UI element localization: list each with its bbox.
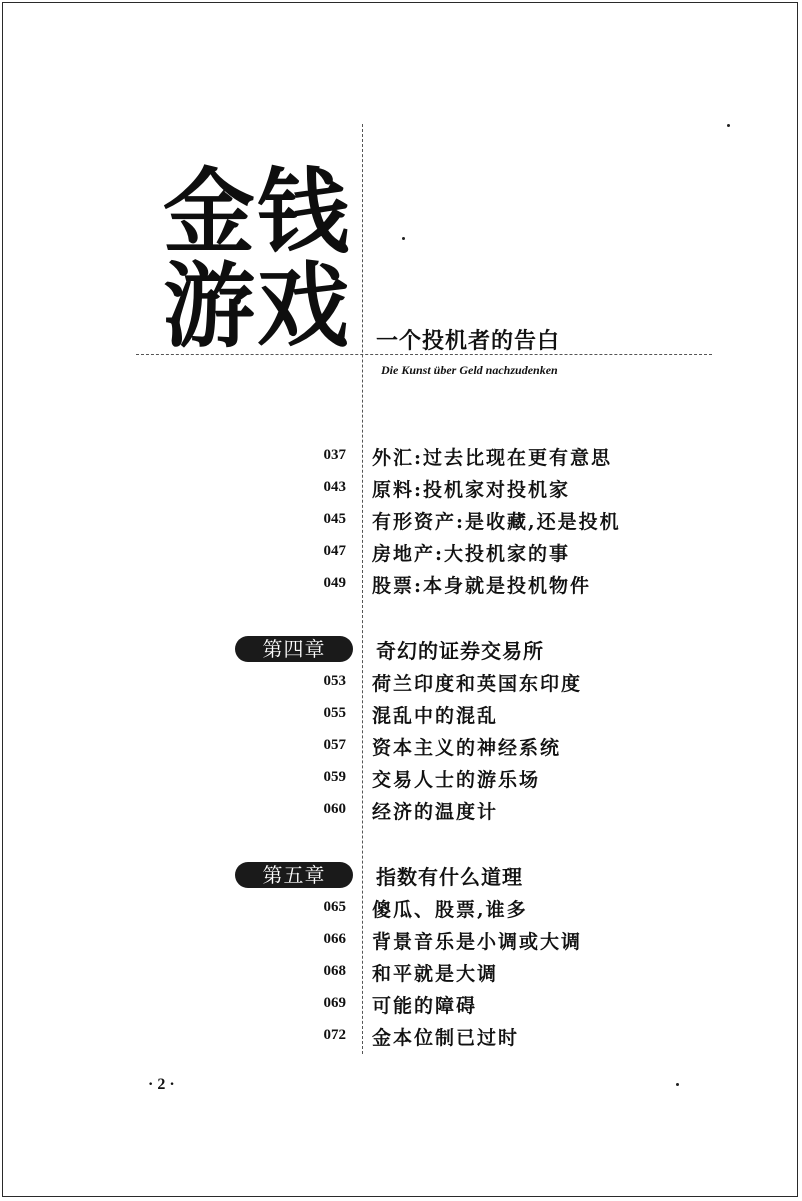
horizontal-divider: [136, 354, 712, 355]
toc-entry[interactable]: [0, 571, 802, 601]
toc-entry-title: 金本位制已过时: [372, 1027, 520, 1049]
toc-entry[interactable]: [0, 991, 802, 1021]
toc-entry-title: 资本主义的神经系统: [372, 737, 562, 759]
book-subtitle: 一个投机者的告白: [376, 328, 561, 354]
toc-page-number: 072: [323, 1027, 346, 1043]
toc-entry[interactable]: [0, 959, 802, 989]
toc-page-number: 065: [323, 899, 346, 915]
toc-entry[interactable]: [0, 765, 802, 795]
toc-page-number: 068: [323, 963, 346, 979]
toc-entry-title: 荷兰印度和英国东印度: [372, 673, 583, 695]
toc-page-number: 047: [323, 543, 346, 559]
toc-entry[interactable]: [0, 507, 802, 537]
toc-entry-title: 混乱中的混乱: [372, 705, 499, 727]
chapter-title: 指数有什么道理: [376, 865, 523, 889]
toc-page-number: 045: [323, 511, 346, 527]
toc-entry-title: 交易人士的游乐场: [372, 769, 541, 791]
chapter-heading-4[interactable]: [0, 635, 802, 667]
toc-entry-title: 和平就是大调: [372, 963, 499, 985]
toc-page-number: 053: [323, 673, 346, 689]
toc-page-number: 049: [323, 575, 346, 591]
toc-entry-title: 股票:本身就是投机物件: [372, 575, 592, 597]
chapter-badge: 第四章: [235, 636, 353, 662]
toc-entry[interactable]: [0, 701, 802, 731]
toc-entry-title: 原料:投机家对投机家: [372, 479, 571, 501]
scan-speck: [676, 1083, 679, 1086]
toc-entry-title: 背景音乐是小调或大调: [372, 931, 583, 953]
toc-entry-title: 可能的障碍: [372, 995, 478, 1017]
chapter-badge: 第五章: [235, 862, 353, 888]
toc-entry[interactable]: [0, 797, 802, 827]
toc-entry-title: 经济的温度计: [372, 801, 499, 823]
toc-entry-title: 傻瓜、股票,谁多: [372, 899, 528, 921]
toc-entry[interactable]: [0, 895, 802, 925]
scan-speck: [402, 237, 405, 240]
toc-page-number: 043: [323, 479, 346, 495]
toc-entry-title: 有形资产:是收藏,还是投机: [372, 511, 621, 533]
toc-entry[interactable]: [0, 927, 802, 957]
chapter-title: 奇幻的证券交易所: [376, 639, 544, 663]
toc-entry[interactable]: [0, 733, 802, 763]
chapter-heading-5[interactable]: [0, 861, 802, 893]
toc-page-number: 060: [323, 801, 346, 817]
toc-entry[interactable]: [0, 669, 802, 699]
toc-page-number: 066: [323, 931, 346, 947]
book-title-line-2: 游戏: [163, 252, 352, 360]
toc-page-number: 069: [323, 995, 346, 1011]
book-title-line-1: 金钱: [163, 158, 352, 266]
toc-entry-title: 房地产:大投机家的事: [372, 543, 571, 565]
toc-entry[interactable]: [0, 475, 802, 505]
toc-entry[interactable]: [0, 1023, 802, 1053]
german-subtitle: Die Kunst über Geld nachzudenken: [381, 363, 558, 377]
toc-page-number: 037: [323, 447, 346, 463]
scan-speck: [727, 124, 730, 127]
page-folio: · 2 ·: [148, 1076, 175, 1093]
toc-entry-title: 外汇:过去比现在更有意思: [372, 447, 613, 469]
toc-entry[interactable]: [0, 443, 802, 473]
toc-page-number: 055: [323, 705, 346, 721]
toc-entry[interactable]: [0, 539, 802, 569]
toc-page-number: 059: [323, 769, 346, 785]
toc-page-number: 057: [323, 737, 346, 753]
